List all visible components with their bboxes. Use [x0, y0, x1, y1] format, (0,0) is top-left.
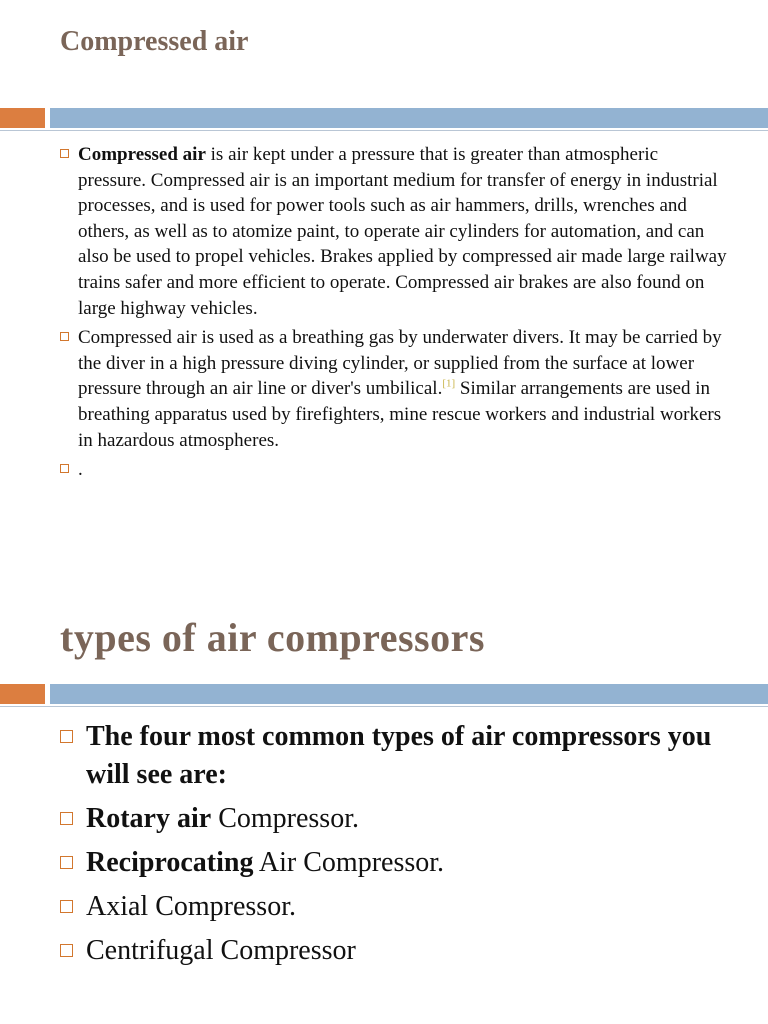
- bullet-text: Compressor.: [211, 803, 359, 834]
- divider-line: [0, 706, 768, 707]
- divider-line: [0, 130, 768, 131]
- bullet-bold-text: The four most common types of air compressors you will see are:: [86, 721, 712, 790]
- list-item: [58, 800, 728, 838]
- bullet-box-icon: [60, 332, 69, 341]
- bullet-list: [58, 142, 728, 487]
- bullet-box-icon: [60, 812, 73, 825]
- list-item: [58, 457, 728, 483]
- divider-accent-orange: [0, 684, 45, 704]
- bullet-box-icon: [60, 900, 73, 913]
- reference-link[interactable]: [1]: [442, 378, 456, 391]
- bullet-text: Axial Compressor.: [86, 891, 296, 922]
- title-divider: [0, 108, 768, 128]
- divider-accent-blue: [50, 684, 768, 704]
- slide-types-of-compressors: [0, 590, 768, 1024]
- list-item: [58, 888, 728, 926]
- bullet-text: Air Compressor.: [253, 847, 445, 878]
- bullet-text: is air kept under a pressure that is greater than atmospheric pressure. Compressed air is an important medium for transfer of energy in industrial processes, and is used for power tools such as air hammers, drills, wrenches and others, as well as to atomize paint, to operate air cylinders for automation, and can also be used to propel vehicles. Brakes applied by compressed air made large railway trains safer and more efficient to operate. Compressed air brakes are also found on large highway vehicles.: [78, 144, 727, 319]
- title-divider: [0, 684, 768, 704]
- bullet-box-icon: [60, 944, 73, 957]
- bullet-bold-text: Reciprocating: [86, 847, 254, 878]
- bullet-text: Centrifugal Compressor: [86, 935, 356, 966]
- bullet-box-icon: [60, 856, 73, 869]
- bullet-text: .: [78, 459, 83, 481]
- bullet-text: Compressed air is used as a breathing gas by underwater divers. It may be carried by the diver in a high pressure diving cylinder, or supplied from the surface at lower pressure through an air line or diver's umbilical.: [78, 327, 722, 400]
- divider-accent-blue: [50, 108, 768, 128]
- slide-title: types of air compressors: [60, 615, 485, 660]
- list-item: [58, 718, 728, 794]
- bullet-text: Similar arrangements are used in breathing apparatus used by firefighters, mine rescue workers and industrial workers in hazardous atmospheres.: [78, 378, 722, 451]
- list-item: [58, 932, 728, 970]
- slide-title: Compressed air: [60, 26, 249, 57]
- list-item: [58, 844, 728, 882]
- bullet-box-icon: [60, 149, 69, 158]
- list-item: [58, 142, 728, 321]
- list-item: [58, 325, 728, 453]
- divider-accent-orange: [0, 108, 45, 128]
- bullet-bold-text: Compressed air: [78, 144, 206, 165]
- bullet-bold-text: Rotary air: [86, 803, 212, 834]
- bullet-list: [58, 718, 728, 976]
- bullet-box-icon: [60, 464, 69, 473]
- bullet-box-icon: [60, 730, 73, 743]
